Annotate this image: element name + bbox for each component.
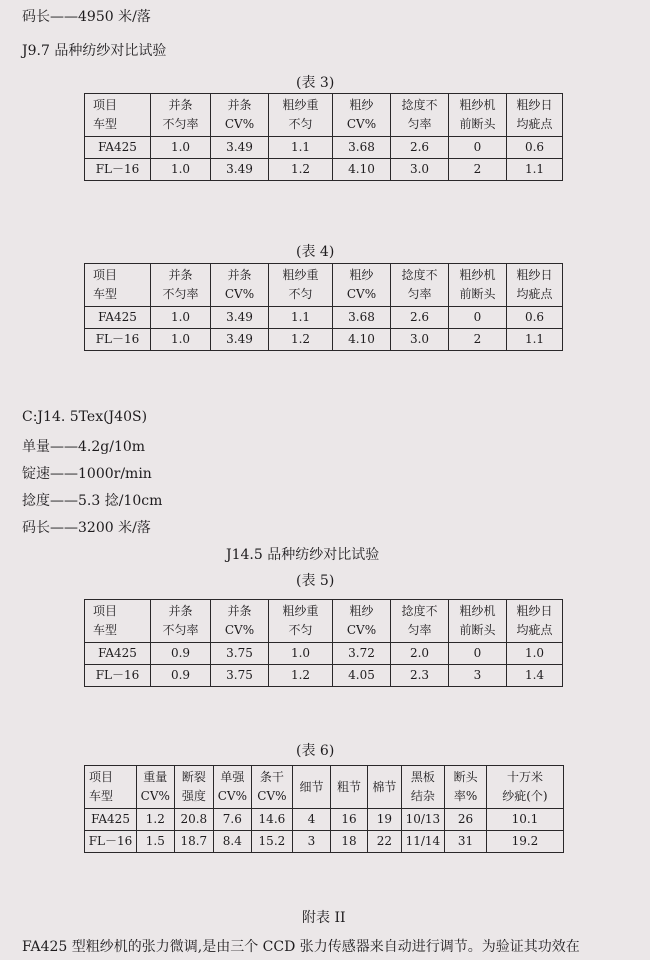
header-cell: 并条 CV% <box>211 600 269 643</box>
header-cell: 粗纱重 不匀 <box>269 600 333 643</box>
table-row <box>85 307 563 329</box>
table-cell: 3.72 <box>333 643 391 665</box>
table-row <box>85 665 563 687</box>
table-cell: FA425 <box>85 643 151 665</box>
table-cell: 1.1 <box>269 137 333 159</box>
table-cell: 3.68 <box>333 307 391 329</box>
header-cell: 并条 不匀率 <box>151 94 211 137</box>
table-cell: FA425 <box>85 809 137 831</box>
table-cell: 4.10 <box>333 159 391 181</box>
body-paragraph: FA425 型粗纱机的张力微调,是由三个 CCD 张力传感器来自动进行调节。为验证其功效在 <box>22 939 580 955</box>
table-cell: 0.9 <box>151 665 211 687</box>
table-cell: 19 <box>368 809 401 831</box>
table-cell: 0 <box>449 137 507 159</box>
table-row <box>85 643 563 665</box>
section-title-j145: J14.5 品种纺纱对比试验 <box>226 547 380 563</box>
spec-line-weight: 单量——4.2g/10m <box>22 439 146 455</box>
table-cell: 1.0 <box>151 307 211 329</box>
spec-line-spindle-speed: 锭速——1000r/min <box>22 466 152 482</box>
header-cell: 单强 CV% <box>214 766 251 809</box>
header-cell: 粗纱 CV% <box>333 264 391 307</box>
table-cell: 3 <box>293 831 330 853</box>
section-title-j97: J9.7 品种纺纱对比试验 <box>22 43 167 59</box>
table-cell: 1.0 <box>151 329 211 351</box>
spec-heading-c: C:J14. 5Tex(J40S) <box>22 409 148 425</box>
table-cell: FL－16 <box>85 831 137 853</box>
header-cell: 并条 CV% <box>211 94 269 137</box>
table-header-row <box>85 94 563 137</box>
table-cell: 4 <box>293 809 330 831</box>
table-cell: FL－16 <box>85 665 151 687</box>
header-cell: 并条 不匀率 <box>151 600 211 643</box>
table-cell: 11/14 <box>401 831 445 853</box>
table-cell: 3.68 <box>333 137 391 159</box>
table5-caption: (表 5) <box>296 573 335 589</box>
appendix-title: 附表 II <box>302 910 346 926</box>
header-cell: 棉节 <box>368 766 401 809</box>
table-cell: 2.3 <box>391 665 449 687</box>
header-cell: 断头 率% <box>445 766 487 809</box>
table-cell: 1.0 <box>507 643 563 665</box>
header-cell: 项目 车型 <box>85 766 137 809</box>
header-cell: 项目 车型 <box>85 264 151 307</box>
table-cell: 7.6 <box>214 809 251 831</box>
table-cell: 1.2 <box>269 329 333 351</box>
table4-caption: (表 4) <box>296 244 335 260</box>
header-cell: 捻度不 匀率 <box>391 264 449 307</box>
header-cell: 粗纱机 前断头 <box>449 264 507 307</box>
table-cell: 18 <box>330 831 367 853</box>
table-cell: 0.6 <box>507 307 563 329</box>
table-cell: 0 <box>449 307 507 329</box>
table-cell: 2 <box>449 329 507 351</box>
spec-line-length-c: 码长——3200 米/落 <box>22 520 151 536</box>
table-cell: 3 <box>449 665 507 687</box>
table-cell: 2.6 <box>391 137 449 159</box>
table-cell: 10/13 <box>401 809 445 831</box>
header-cell: 粗纱日 均疵点 <box>507 600 563 643</box>
table-cell: 1.0 <box>151 159 211 181</box>
header-cell: 项目 车型 <box>85 94 151 137</box>
table-cell: 1.1 <box>507 159 563 181</box>
header-cell: 项目 车型 <box>85 600 151 643</box>
header-cell: 十万米 纱疵(个) <box>486 766 563 809</box>
table-cell: 4.10 <box>333 329 391 351</box>
header-cell: 断裂 强度 <box>174 766 214 809</box>
table-row <box>85 137 563 159</box>
table-cell: 2 <box>449 159 507 181</box>
table3-caption: (表 3) <box>296 75 335 91</box>
table-cell: FA425 <box>85 137 151 159</box>
table-cell: 20.8 <box>174 809 214 831</box>
table-cell: 0.6 <box>507 137 563 159</box>
table-5 <box>84 599 563 687</box>
table-cell: 26 <box>445 809 487 831</box>
header-cell: 粗纱 CV% <box>333 600 391 643</box>
spec-line-length: 码长——4950 米/落 <box>22 9 151 25</box>
header-cell: 捻度不 匀率 <box>391 94 449 137</box>
table-cell: 15.2 <box>251 831 293 853</box>
table-header-row <box>85 766 564 809</box>
table-cell: 1.0 <box>151 137 211 159</box>
table-3 <box>84 93 563 181</box>
table-cell: 10.1 <box>486 809 563 831</box>
table-cell: 1.2 <box>137 809 174 831</box>
header-cell: 捻度不 匀率 <box>391 600 449 643</box>
table-cell: 18.7 <box>174 831 214 853</box>
table-cell: 19.2 <box>486 831 563 853</box>
table-4 <box>84 263 563 351</box>
header-cell: 粗纱机 前断头 <box>449 94 507 137</box>
spec-line-twist: 捻度——5.3 捻/10cm <box>22 493 163 509</box>
table-cell: 1.4 <box>507 665 563 687</box>
table-cell: 0.9 <box>151 643 211 665</box>
table-cell: 3.75 <box>211 665 269 687</box>
table-row <box>85 159 563 181</box>
header-cell: 粗节 <box>330 766 367 809</box>
header-cell: 粗纱日 均疵点 <box>507 264 563 307</box>
table-cell: 1.1 <box>507 329 563 351</box>
header-cell: 细节 <box>293 766 330 809</box>
table-cell: 16 <box>330 809 367 831</box>
header-cell: 并条 CV% <box>211 264 269 307</box>
table-cell: 2.6 <box>391 307 449 329</box>
table-cell: 14.6 <box>251 809 293 831</box>
header-cell: 重量 CV% <box>137 766 174 809</box>
table-cell: 22 <box>368 831 401 853</box>
table-cell: 3.49 <box>211 137 269 159</box>
table-cell: 31 <box>445 831 487 853</box>
table-row <box>85 831 564 853</box>
table-cell: 3.49 <box>211 307 269 329</box>
table-cell: 3.75 <box>211 643 269 665</box>
table-cell: 3.49 <box>211 329 269 351</box>
table-header-row <box>85 600 563 643</box>
table-6 <box>84 765 564 853</box>
table-cell: 1.2 <box>269 665 333 687</box>
header-cell: 黑板 结杂 <box>401 766 445 809</box>
table-cell: 1.0 <box>269 643 333 665</box>
table-header-row <box>85 264 563 307</box>
table-cell: 1.2 <box>269 159 333 181</box>
header-cell: 粗纱重 不匀 <box>269 264 333 307</box>
table-cell: 3.0 <box>391 159 449 181</box>
table-cell: 0 <box>449 643 507 665</box>
header-cell: 并条 不匀率 <box>151 264 211 307</box>
table-cell: 4.05 <box>333 665 391 687</box>
table-cell: 1.5 <box>137 831 174 853</box>
table-cell: 3.49 <box>211 159 269 181</box>
header-cell: 粗纱 CV% <box>333 94 391 137</box>
table-cell: FL－16 <box>85 159 151 181</box>
table-cell: 2.0 <box>391 643 449 665</box>
table-row <box>85 329 563 351</box>
table-cell: 1.1 <box>269 307 333 329</box>
table-cell: FL－16 <box>85 329 151 351</box>
table-row <box>85 809 564 831</box>
header-cell: 条干 CV% <box>251 766 293 809</box>
header-cell: 粗纱重 不匀 <box>269 94 333 137</box>
header-cell: 粗纱日 均疵点 <box>507 94 563 137</box>
table6-caption: (表 6) <box>296 743 335 759</box>
header-cell: 粗纱机 前断头 <box>449 600 507 643</box>
table-cell: FA425 <box>85 307 151 329</box>
table-cell: 3.0 <box>391 329 449 351</box>
table-cell: 8.4 <box>214 831 251 853</box>
